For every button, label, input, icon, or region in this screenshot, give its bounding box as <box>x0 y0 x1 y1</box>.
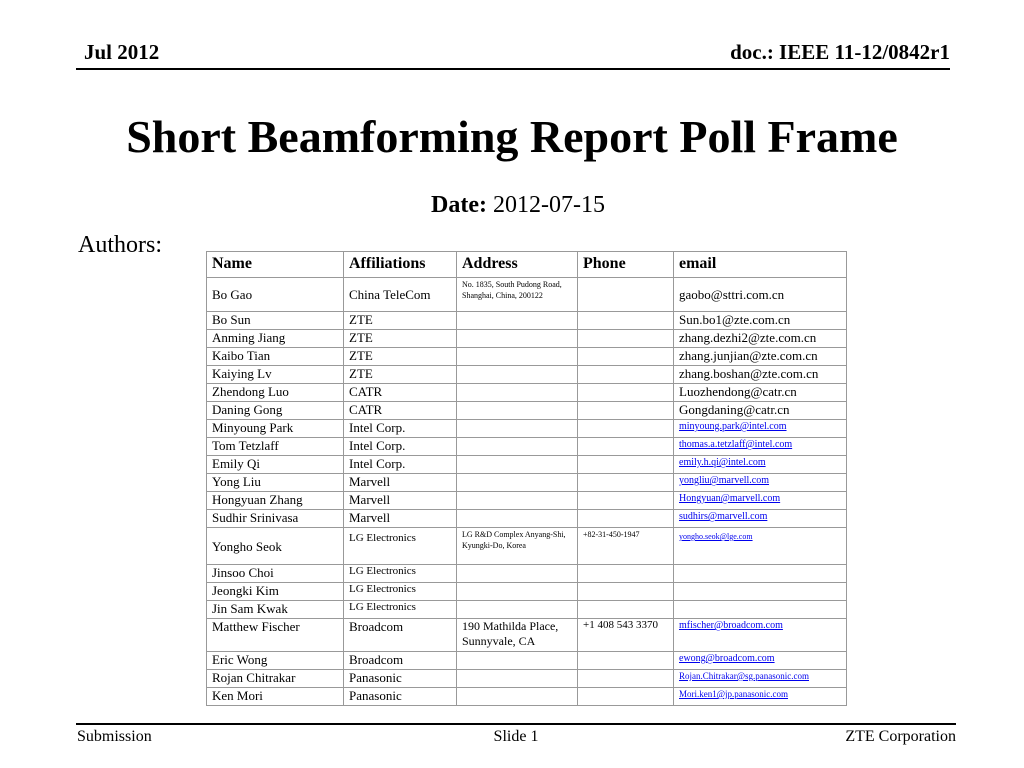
author-email <box>674 601 847 619</box>
author-address <box>457 456 578 474</box>
table-row <box>207 474 847 492</box>
authors-label: Authors: <box>78 232 162 258</box>
author-email-link[interactable]: Mori.ken1@jp.panasonic.com <box>674 688 847 706</box>
table-row <box>207 402 847 420</box>
author-name: Sudhir Srinivasa <box>207 510 344 528</box>
author-name: Jin Sam Kwak <box>207 601 344 619</box>
table-row <box>207 330 847 348</box>
author-phone <box>578 670 674 688</box>
table-row <box>207 688 847 706</box>
author-name: Tom Tetzlaff <box>207 438 344 456</box>
footer-organization: ZTE Corporation <box>845 728 956 745</box>
table-row <box>207 348 847 366</box>
author-phone <box>578 688 674 706</box>
author-name: Anming Jiang <box>207 330 344 348</box>
author-email-link[interactable]: sudhirs@marvell.com <box>674 510 847 528</box>
table-row <box>207 619 847 652</box>
author-phone: +82-31-450-1947 <box>578 528 674 565</box>
table-row <box>207 384 847 402</box>
author-phone <box>578 438 674 456</box>
authors-table <box>206 251 847 706</box>
author-address <box>457 312 578 330</box>
table-row <box>207 583 847 601</box>
author-affiliation: ZTE <box>344 348 457 366</box>
author-email <box>674 565 847 583</box>
table-header-row <box>207 252 847 278</box>
author-phone <box>578 420 674 438</box>
author-email: zhang.junjian@zte.com.cn <box>674 348 847 366</box>
author-affiliation: China TeleCom <box>344 278 457 312</box>
author-name: Hongyuan Zhang <box>207 492 344 510</box>
footer-divider <box>76 723 956 725</box>
footer-submission: Submission <box>77 728 152 745</box>
author-email-link[interactable]: thomas.a.tetzlaff@intel.com <box>674 438 847 456</box>
author-affiliation: Panasonic <box>344 688 457 706</box>
author-phone <box>578 510 674 528</box>
author-name: Zhendong Luo <box>207 384 344 402</box>
author-email: Luozhendong@catr.cn <box>674 384 847 402</box>
author-affiliation: LG Electronics <box>344 583 457 601</box>
author-phone <box>578 601 674 619</box>
author-affiliation: Intel Corp. <box>344 456 457 474</box>
column-header-email: email <box>674 252 847 278</box>
column-header-address: Address <box>457 252 578 278</box>
footer-slide-number: Slide 1 <box>493 728 539 745</box>
author-phone <box>578 384 674 402</box>
date-label: Date: <box>431 192 487 218</box>
author-phone <box>578 312 674 330</box>
table-row <box>207 510 847 528</box>
author-name: Eric Wong <box>207 652 344 670</box>
slide-title: Short Beamforming Report Poll Frame <box>126 111 898 162</box>
author-affiliation: ZTE <box>344 366 457 384</box>
table-row <box>207 528 847 565</box>
author-name: Minyoung Park <box>207 420 344 438</box>
author-phone <box>578 583 674 601</box>
table-row <box>207 492 847 510</box>
author-phone <box>578 348 674 366</box>
author-phone <box>578 366 674 384</box>
author-email-link[interactable]: yongho.seok@lge.com <box>674 528 847 565</box>
author-name: Kaiying Lv <box>207 366 344 384</box>
table-row <box>207 652 847 670</box>
author-affiliation: Marvell <box>344 510 457 528</box>
author-email: Gongdaning@catr.cn <box>674 402 847 420</box>
author-address <box>457 330 578 348</box>
author-address <box>457 420 578 438</box>
header-doc-id: doc.: IEEE 11-12/0842r1 <box>730 40 950 64</box>
author-address <box>457 670 578 688</box>
author-email: gaobo@sttri.com.cn <box>674 278 847 312</box>
author-email: zhang.dezhi2@zte.com.cn <box>674 330 847 348</box>
author-phone <box>578 402 674 420</box>
author-address <box>457 384 578 402</box>
author-email-link[interactable]: Rojan.Chitrakar@sg.panasonic.com <box>674 670 847 688</box>
author-address <box>457 565 578 583</box>
header-date: Jul 2012 <box>84 40 160 64</box>
author-email-link[interactable]: mfischer@broadcom.com <box>674 619 847 652</box>
author-email-link[interactable]: minyoung.park@intel.com <box>674 420 847 438</box>
author-address <box>457 583 578 601</box>
author-address <box>457 438 578 456</box>
author-name: Yong Liu <box>207 474 344 492</box>
author-name: Rojan Chitrakar <box>207 670 344 688</box>
author-phone: +1 408 543 3370 <box>578 619 674 652</box>
author-affiliation: LG Electronics <box>344 565 457 583</box>
author-affiliation: ZTE <box>344 312 457 330</box>
author-email-link[interactable]: emily.h.qi@intel.com <box>674 456 847 474</box>
author-affiliation: Intel Corp. <box>344 438 457 456</box>
column-header-name: Name <box>207 252 344 278</box>
author-address <box>457 601 578 619</box>
table-row <box>207 312 847 330</box>
author-email <box>674 583 847 601</box>
author-name: Bo Gao <box>207 278 344 312</box>
table-row <box>207 278 847 312</box>
author-affiliation: Broadcom <box>344 652 457 670</box>
author-phone <box>578 652 674 670</box>
author-address: 190 Mathilda Place, Sunnyvale, CA <box>457 619 578 652</box>
author-name: Daning Gong <box>207 402 344 420</box>
table-row <box>207 456 847 474</box>
column-header-phone: Phone <box>578 252 674 278</box>
author-affiliation: Panasonic <box>344 670 457 688</box>
author-address <box>457 474 578 492</box>
slide-date <box>0 192 1024 219</box>
author-name: Kaibo Tian <box>207 348 344 366</box>
author-affiliation: CATR <box>344 402 457 420</box>
table-row <box>207 565 847 583</box>
author-address <box>457 366 578 384</box>
table-row <box>207 420 847 438</box>
author-address <box>457 348 578 366</box>
author-email-link[interactable]: ewong@broadcom.com <box>674 652 847 670</box>
author-affiliation: LG Electronics <box>344 601 457 619</box>
date-value: 2012-07-15 <box>492 192 605 218</box>
table-row <box>207 601 847 619</box>
author-phone <box>578 330 674 348</box>
column-header-affiliations: Affiliations <box>344 252 457 278</box>
author-address <box>457 652 578 670</box>
author-address: No. 1835, South Pudong Road, Shanghai, China, 200122 <box>457 278 578 312</box>
author-name: Jeongki Kim <box>207 583 344 601</box>
author-phone <box>578 474 674 492</box>
author-name: Bo Sun <box>207 312 344 330</box>
table-row <box>207 670 847 688</box>
author-affiliation: LG Electronics <box>344 528 457 565</box>
author-affiliation: Intel Corp. <box>344 420 457 438</box>
author-email-link[interactable]: Hongyuan@marvell.com <box>674 492 847 510</box>
author-email: Sun.bo1@zte.com.cn <box>674 312 847 330</box>
author-name: Yongho Seok <box>207 528 344 565</box>
author-affiliation: Marvell <box>344 474 457 492</box>
author-email-link[interactable]: yongliu@marvell.com <box>674 474 847 492</box>
author-email: zhang.boshan@zte.com.cn <box>674 366 847 384</box>
author-name: Ken Mori <box>207 688 344 706</box>
table-row <box>207 438 847 456</box>
author-address <box>457 510 578 528</box>
author-name: Matthew Fischer <box>207 619 344 652</box>
author-address <box>457 492 578 510</box>
author-phone <box>578 278 674 312</box>
author-name: Jinsoo Choi <box>207 565 344 583</box>
author-affiliation: CATR <box>344 384 457 402</box>
author-phone <box>578 456 674 474</box>
author-address: LG R&D Complex Anyang-Shi, Kyungki-Do, Korea <box>457 528 578 565</box>
table-row <box>207 366 847 384</box>
author-phone <box>578 492 674 510</box>
author-affiliation: ZTE <box>344 330 457 348</box>
author-affiliation: Marvell <box>344 492 457 510</box>
author-affiliation: Broadcom <box>344 619 457 652</box>
author-phone <box>578 565 674 583</box>
author-name: Emily Qi <box>207 456 344 474</box>
author-address <box>457 688 578 706</box>
header-divider <box>76 68 950 70</box>
author-address <box>457 402 578 420</box>
